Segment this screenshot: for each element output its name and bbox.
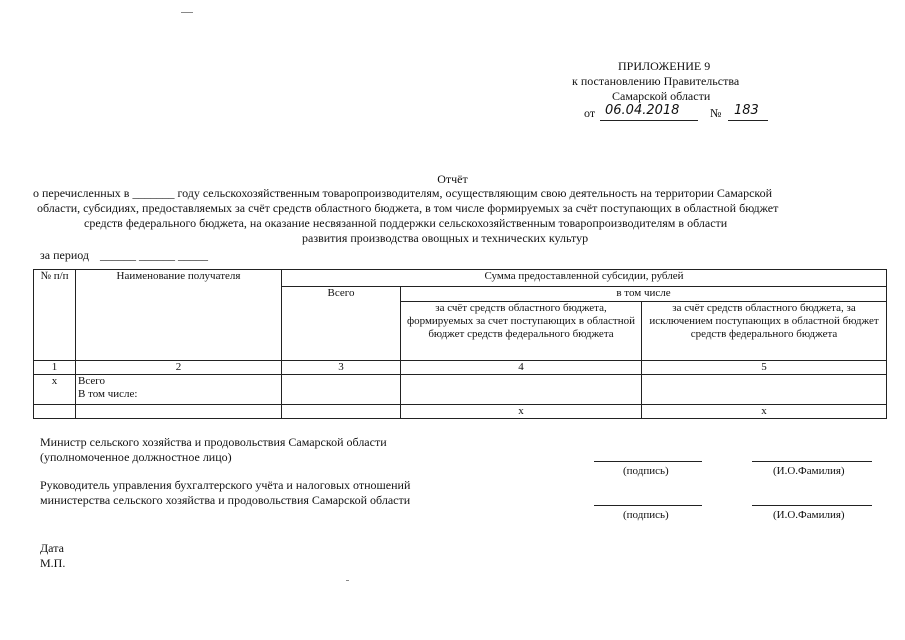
total-row-regional-excl[interactable] — [642, 375, 887, 405]
col-header-regional-excl-federal — [642, 302, 887, 361]
appendix-date-underline — [600, 120, 698, 121]
minister-subtitle: (уполномоченное должностное лицо) — [40, 450, 232, 464]
report-title-line1 — [33, 186, 772, 201]
index-cell-4: 4 — [401, 361, 642, 375]
appendix-line2: Самарской области — [612, 89, 711, 103]
report-title-line2: области, субсидиях, предоставляемых за счёт средств областного бюджета, в том числе формируемых за счёт поступающих в областной бюджет — [37, 201, 779, 215]
report-title-line1-start: о перечисленных в — [33, 186, 130, 200]
col-header-total-text: Всего — [327, 287, 355, 299]
index-cell-2: 2 — [76, 361, 282, 375]
date-label: Дата — [40, 541, 64, 555]
scan-mark-bottom — [346, 580, 349, 581]
col-header-number — [34, 270, 76, 361]
col-header-name-text: Наименование получателя — [116, 270, 241, 282]
scan-mark-top — [181, 12, 193, 13]
total-row-num: x — [34, 375, 76, 405]
appendix-heading: ПРИЛОЖЕНИЕ 9 — [618, 59, 711, 73]
report-heading: Отчёт — [437, 172, 468, 186]
minister-signature-line[interactable] — [594, 461, 702, 462]
total-row-total[interactable] — [282, 375, 401, 405]
appendix-date-value: 06.04.2018 — [605, 103, 680, 118]
last-row-name[interactable] — [76, 405, 282, 419]
last-row-num[interactable] — [34, 405, 76, 419]
report-title-line4: развития производства овощных и технических культур — [302, 231, 589, 245]
accounting-head-title: Руководитель управления бухгалтерского учёта и налоговых отношений — [40, 478, 411, 492]
minister-title: Министр сельского хозяйства и продовольствия Самарской области — [40, 435, 387, 449]
report-title-line1-end: году сельскохозяйственным товаропроизводителям, осуществляющим свою деятельность на территории Самарской — [177, 186, 773, 200]
report-year-blank: _______ — [132, 186, 175, 200]
total-row-name — [76, 375, 282, 405]
report-title-line3: средств федерального бюджета, на оказание несвязанной поддержки сельскохозяйственным товаропроизводителям в области — [84, 216, 728, 230]
col-header-number-text: № п/п — [40, 270, 69, 282]
period-blank: ______ ______ _____ — [100, 248, 208, 262]
total-row-regional[interactable] — [401, 375, 642, 405]
accounting-head-subtitle: министерства сельского хозяйства и продовольствия Самарской области — [40, 493, 411, 507]
col-header-regional-budget — [401, 302, 642, 361]
col-header-sum — [282, 270, 887, 287]
stamp-label: М.П. — [40, 556, 66, 570]
appendix-number-value: 183 — [734, 103, 759, 118]
period-label: за период — [40, 248, 89, 262]
appendix-number-underline — [728, 120, 768, 121]
minister-name-line[interactable] — [752, 461, 872, 462]
accounting-signature-line[interactable] — [594, 505, 702, 506]
appendix-line1: к постановлению Правительства — [572, 74, 740, 88]
accounting-name-label: (И.О.Фамилия) — [773, 509, 845, 521]
last-row-regional: x — [401, 405, 642, 419]
last-row-regional-excl: x — [642, 405, 887, 419]
appendix-number-prefix: № — [710, 106, 722, 120]
total-row-label: Всего — [78, 375, 105, 387]
col-header-sum-text: Сумма предоставленной субсидии, рублей — [484, 270, 684, 282]
accounting-signature-label: (подпись) — [623, 509, 669, 521]
col-header-regional-excl-federal-text: за счёт средств областного бюджета, за исключением поступающих в областной бюджет средств федерального бюджета — [649, 302, 879, 340]
col-header-name — [76, 270, 282, 361]
col-header-including-text: в том числе — [616, 287, 671, 299]
minister-signature-label: (подпись) — [623, 465, 669, 477]
index-cell-3: 3 — [282, 361, 401, 375]
last-row-total[interactable] — [282, 405, 401, 419]
appendix-date-prefix: от — [584, 106, 596, 120]
index-cell-1: 1 — [34, 361, 76, 375]
accounting-name-line[interactable] — [752, 505, 872, 506]
index-cell-5: 5 — [642, 361, 887, 375]
minister-name-label: (И.О.Фамилия) — [773, 465, 845, 477]
col-header-total — [282, 287, 401, 361]
total-row-sublabel: В том числе: — [78, 388, 138, 400]
col-header-regional-budget-text: за счёт средств областного бюджета, формируемых за счет поступающих в областной бюджет средств федерального бюджета — [406, 302, 635, 340]
col-header-including — [401, 287, 887, 302]
subsidy-table — [33, 269, 887, 419]
